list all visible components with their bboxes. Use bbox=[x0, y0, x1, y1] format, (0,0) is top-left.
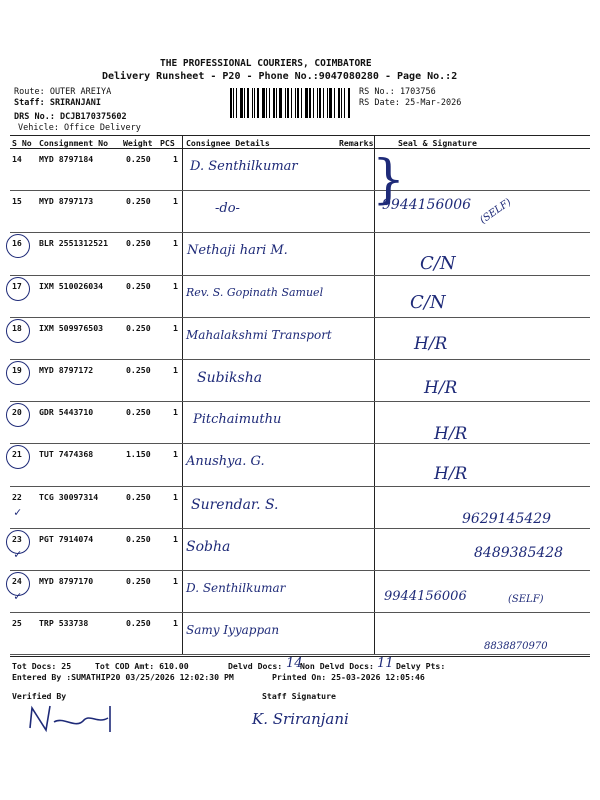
pieces-count: 1 bbox=[173, 407, 178, 418]
consignment-number: IXM 509976503 bbox=[39, 322, 104, 333]
table-row bbox=[10, 149, 590, 191]
seal-signature-text: C/N bbox=[420, 253, 456, 275]
serial-number: 20 bbox=[12, 407, 22, 418]
barcode-bar bbox=[244, 88, 245, 118]
seal-signature-text: 8838870970 bbox=[484, 641, 548, 653]
consignment-number: TUT 7474368 bbox=[39, 449, 94, 460]
delivery-points-label: Delvy Pts: bbox=[396, 661, 446, 671]
consignment-number: IXM 510026034 bbox=[39, 280, 104, 291]
seal-signature-text: 9944156006 bbox=[384, 589, 467, 604]
serial-number: 16 bbox=[12, 238, 22, 249]
barcode-bar bbox=[309, 88, 311, 118]
staff-signature: K. Sriranjani bbox=[252, 710, 349, 728]
consignment-number: MYD 8797172 bbox=[39, 365, 94, 375]
col-consignee: Consignee Details bbox=[186, 138, 270, 148]
seal-signature-text: H/R bbox=[414, 333, 448, 354]
barcode-bar bbox=[291, 88, 292, 118]
circle-mark bbox=[6, 361, 30, 385]
consignee-name: Anushya. G. bbox=[186, 454, 265, 470]
barcode-bar bbox=[252, 88, 253, 118]
barcode-bar bbox=[334, 88, 335, 118]
delivered-docs-value: 14 bbox=[286, 656, 303, 671]
barcode-bar bbox=[305, 88, 308, 118]
weight-value: 0.250 bbox=[126, 576, 151, 586]
serial-number: 22 bbox=[12, 491, 22, 502]
weight-value: 0.250 bbox=[126, 280, 151, 291]
table-row bbox=[10, 402, 590, 444]
rs-date: RS Date: 25-Mar-2026 bbox=[359, 98, 462, 108]
seal-signature-text: C/N bbox=[410, 291, 446, 313]
weight-value: 1.150 bbox=[126, 449, 151, 460]
barcode-bar bbox=[273, 88, 275, 118]
consignee-name: D. Senthilkumar bbox=[186, 581, 286, 595]
seal-signature-text: 9629145429 bbox=[462, 510, 552, 527]
tick-mark: ✓ bbox=[14, 589, 22, 603]
seal-signature-text: 9944156006 bbox=[382, 197, 472, 214]
barcode-bar bbox=[319, 88, 321, 118]
barcode-bar bbox=[230, 88, 232, 118]
serial-number: 17 bbox=[12, 280, 22, 291]
pieces-count: 1 bbox=[173, 196, 178, 207]
serial-number: 15 bbox=[12, 196, 22, 207]
non-delivered-docs-value: 11 bbox=[377, 656, 394, 671]
vehicle-label: Vehicle: Office Delivery bbox=[18, 123, 141, 133]
col-sno: S No bbox=[12, 138, 32, 148]
total-docs: Tot Docs: 25 bbox=[12, 661, 72, 671]
barcode-bar bbox=[297, 88, 299, 118]
barcode-bar bbox=[317, 88, 318, 118]
pieces-count: 1 bbox=[173, 238, 178, 249]
pieces-count: 1 bbox=[173, 576, 178, 586]
pieces-count: 1 bbox=[173, 154, 178, 164]
weight-value: 0.250 bbox=[126, 322, 151, 333]
barcode-bar bbox=[279, 88, 282, 118]
serial-number: 14 bbox=[12, 154, 22, 164]
consignee-name: Sobha bbox=[186, 538, 231, 555]
pieces-count: 1 bbox=[173, 280, 178, 291]
barcode bbox=[230, 88, 354, 118]
barcode-bar bbox=[254, 88, 255, 118]
consignment-number: MYD 8797170 bbox=[39, 576, 94, 586]
pieces-count: 1 bbox=[173, 322, 178, 333]
weight-value: 0.250 bbox=[126, 618, 151, 629]
consignee-name: D. Senthilkumar bbox=[190, 159, 298, 174]
seal-signature-text: 8489385428 bbox=[474, 544, 564, 561]
serial-number: 24 bbox=[12, 576, 22, 586]
seal-signature-text: H/R bbox=[434, 464, 468, 485]
weight-value: 0.250 bbox=[126, 196, 151, 207]
seal-signature-text: H/R bbox=[434, 424, 468, 445]
col-pcs: PCS bbox=[160, 138, 175, 148]
circle-mark bbox=[6, 277, 30, 301]
total-cod: Tot COD Amt: 610.00 bbox=[95, 661, 189, 671]
barcode-bar bbox=[266, 88, 267, 118]
table-row bbox=[10, 571, 590, 613]
entered-by: Entered By :SUMATHIP20 03/25/2026 12:02:30 PM bbox=[12, 672, 234, 682]
barcode-bar bbox=[262, 88, 265, 118]
consignee-name: Pitchaimuthu bbox=[193, 412, 282, 428]
consignment-number: MYD 8797173 bbox=[39, 196, 94, 207]
serial-number: 23 bbox=[12, 533, 22, 544]
self-note: (SELF) bbox=[478, 196, 514, 227]
consignee-name: Samy Iyyappan bbox=[186, 623, 280, 638]
table-row bbox=[10, 444, 590, 486]
barcode-bar bbox=[313, 88, 314, 118]
barcode-bar bbox=[295, 88, 296, 118]
staff-signature-label: Staff Signature bbox=[262, 691, 336, 701]
pieces-count: 1 bbox=[173, 491, 178, 502]
barcode-bar bbox=[247, 88, 249, 118]
runsheet-subtitle: Delivery Runsheet - P20 - Phone No.:9047080280 - Page No.:2 bbox=[102, 71, 458, 82]
pieces-count: 1 bbox=[173, 365, 178, 375]
weight-value: 0.250 bbox=[126, 407, 151, 418]
table-row bbox=[10, 360, 590, 402]
weight-value: 0.250 bbox=[126, 491, 151, 502]
staff-label: Staff: SRIRANJANI bbox=[14, 98, 101, 108]
pieces-count: 1 bbox=[173, 449, 178, 460]
consignment-number: PGT 7914074 bbox=[39, 533, 94, 544]
pieces-count: 1 bbox=[173, 533, 178, 544]
consignment-number: TRP 533738 bbox=[39, 618, 89, 629]
barcode-bar bbox=[323, 88, 324, 118]
barcode-bar bbox=[329, 88, 332, 118]
rs-number: RS No.: 1703756 bbox=[359, 87, 436, 97]
barcode-bar bbox=[338, 88, 340, 118]
tick-mark: ✓ bbox=[14, 546, 22, 561]
barcode-bar bbox=[344, 88, 345, 118]
circle-mark bbox=[6, 403, 30, 427]
consignee-name: Subiksha bbox=[197, 370, 263, 386]
circle-mark bbox=[6, 319, 30, 343]
barcode-bar bbox=[327, 88, 328, 118]
consignment-number: TCG 30097314 bbox=[39, 491, 99, 502]
self-note: (SELF) bbox=[508, 594, 544, 605]
consignee-name: Surendar. S. bbox=[191, 496, 279, 513]
barcode-bar bbox=[341, 88, 342, 118]
company-title: THE PROFESSIONAL COURIERS, COIMBATORE bbox=[160, 58, 372, 69]
non-delivered-docs-label: Non Delvd Docs: bbox=[300, 661, 374, 671]
barcode-bar bbox=[348, 88, 350, 118]
col-weight: Weight bbox=[123, 138, 153, 148]
consignee-name: -do- bbox=[215, 201, 240, 217]
col-remarks: Remarks bbox=[339, 138, 374, 148]
pieces-count: 1 bbox=[173, 618, 178, 629]
serial-number: 19 bbox=[12, 365, 22, 375]
verified-by-label: Verified By bbox=[12, 691, 67, 701]
serial-number: 25 bbox=[12, 618, 22, 629]
consignee-name: Nethaji hari M. bbox=[187, 243, 288, 259]
barcode-bar bbox=[257, 88, 259, 118]
barcode-bar bbox=[233, 88, 234, 118]
seal-signature-text: H/R bbox=[424, 378, 458, 398]
weight-value: 0.250 bbox=[126, 533, 151, 544]
barcode-bar bbox=[301, 88, 302, 118]
consignment-number: MYD 8797184 bbox=[39, 154, 94, 164]
consignment-number: BLR 2551312521 bbox=[39, 238, 109, 249]
barcode-bar bbox=[287, 88, 289, 118]
serial-number: 21 bbox=[12, 449, 22, 460]
barcode-bar bbox=[236, 88, 237, 118]
barcode-bar bbox=[276, 88, 277, 118]
verifier-signature bbox=[24, 700, 134, 740]
printed-on: Printed On: 25-03-2026 12:05:46 bbox=[272, 672, 425, 682]
weight-value: 0.250 bbox=[126, 154, 151, 164]
weight-value: 0.250 bbox=[126, 365, 151, 375]
brace-mark: } bbox=[372, 150, 406, 210]
drs-label: DRS No.: DCJB170375602 bbox=[14, 112, 127, 122]
col-consignment: Consignment No bbox=[39, 138, 109, 148]
serial-number: 18 bbox=[12, 322, 22, 333]
consignee-name: Mahalakshmi Transport bbox=[186, 327, 332, 342]
delivered-docs-label: Delvd Docs: bbox=[228, 661, 283, 671]
tick-mark: ✓ bbox=[14, 504, 22, 519]
consignee-name: Rev. S. Gopinath Samuel bbox=[186, 285, 324, 299]
barcode-bar bbox=[269, 88, 270, 118]
consignment-number: GDR 5443710 bbox=[39, 407, 94, 418]
weight-value: 0.250 bbox=[126, 238, 151, 249]
route-label: Route: OUTER AREIYA bbox=[14, 87, 112, 97]
col-seal-signature: Seal & Signature bbox=[398, 138, 477, 148]
barcode-bar bbox=[240, 88, 243, 118]
barcode-bar bbox=[285, 88, 286, 118]
